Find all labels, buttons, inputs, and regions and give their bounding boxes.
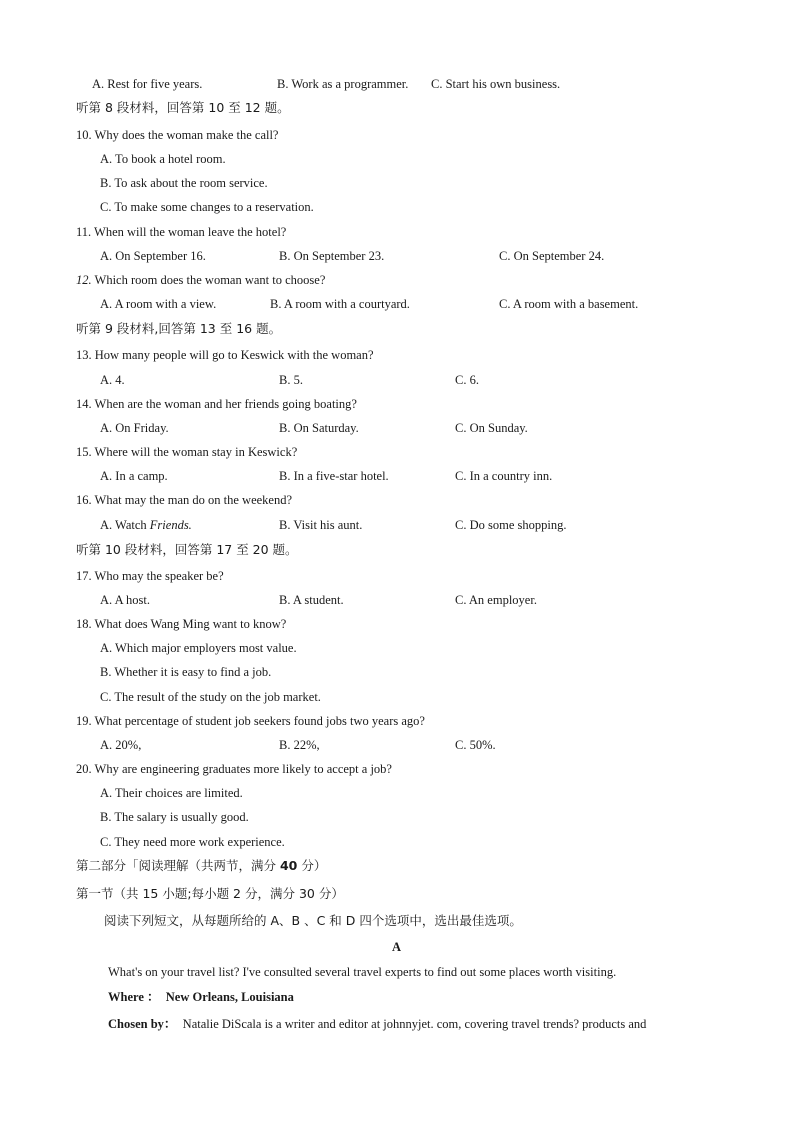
show-title: Friends.: [149, 518, 192, 532]
option-b: B. Work as a programmer.: [277, 77, 409, 91]
passage-letter: A: [392, 940, 402, 954]
option-b: B. On Saturday.: [279, 421, 359, 435]
option-c: C. They need more work experience.: [100, 835, 285, 849]
option-a: A. On September 16.: [100, 249, 206, 263]
section-heading-8: 听第 8 段材料，回答第 10 至 12 题。: [76, 100, 290, 115]
part-two-heading: [76, 858, 326, 874]
where-value: New Orleans, Louisiana: [165, 990, 294, 1004]
option-a: A. In a camp.: [100, 469, 168, 483]
option-c: C. Do some shopping.: [455, 518, 567, 532]
part-two-score: 40: [279, 858, 298, 873]
option-a: A. 20%,: [100, 738, 142, 752]
question-text: Which room does the woman want to choose?: [91, 273, 326, 287]
option-c: C. To make some changes to a reservation.: [100, 200, 314, 214]
option-c: C. In a country inn.: [455, 469, 553, 483]
chosen-by-line: [108, 1016, 646, 1032]
part-two-suffix: 分）: [297, 858, 327, 873]
option-a: A. Their choices are limited.: [100, 786, 243, 800]
option-c: C. Start his own business.: [431, 77, 561, 91]
option-a: A. A room with a view.: [100, 297, 217, 311]
option-a: [100, 517, 192, 533]
question-15: 15. Where will the woman stay in Keswick?: [76, 445, 298, 459]
option-c: C. The result of the study on the job market.: [100, 690, 321, 704]
section-one-heading: 第一节（共 15 小题;每小题 2 分，满分 30 分）: [76, 886, 344, 901]
option-b: B. To ask about the room service.: [100, 176, 268, 190]
option-b: B. Visit his aunt.: [279, 518, 363, 532]
section-heading-9: 听第 9 段材料,回答第 13 至 16 题。: [76, 321, 282, 336]
question-17: 17. Who may the speaker be?: [76, 569, 224, 583]
option-a: A. A host.: [100, 593, 151, 607]
where-label: Where ：: [108, 990, 160, 1004]
option-c: C. 50%.: [455, 738, 496, 752]
question-13: 13. How many people will go to Keswick with the woman?: [76, 348, 374, 362]
option-b: B. A student.: [279, 593, 344, 607]
option-c: C. 6.: [455, 373, 479, 387]
option-c: C. On September 24.: [499, 249, 605, 263]
chosen-label: Chosen by：: [108, 1017, 177, 1031]
option-c: C. A room with a basement.: [499, 297, 639, 311]
option-b: B. Whether it is easy to find a job.: [100, 665, 272, 679]
option-a: A. On Friday.: [100, 421, 169, 435]
option-b: B. The salary is usually good.: [100, 810, 249, 824]
section-heading-10: 听第 10 段材料，回答第 17 至 20 题。: [76, 542, 298, 557]
option-b: B. 5.: [279, 373, 303, 387]
part-two-prefix: 第二部分「阅读理解（共两节，满分: [76, 858, 280, 873]
option-c: C. An employer.: [455, 593, 537, 607]
option-a: A. To book a hotel room.: [100, 152, 226, 166]
question-11: 11. When will the woman leave the hotel?: [76, 225, 287, 239]
passage-intro: What's on your travel list? I've consulted several travel experts to find out some places worth visiting.: [108, 965, 617, 979]
option-prefix: A. Watch: [100, 518, 150, 532]
question-14: 14. When are the woman and her friends going boating?: [76, 397, 357, 411]
question-12: [76, 272, 325, 288]
option-b: B. 22%,: [279, 738, 320, 752]
where-line: [108, 989, 294, 1005]
chosen-value: Natalie DiScala is a writer and editor at johnnyjet. com, covering travel trends? products and: [182, 1017, 647, 1031]
question-10: 10. Why does the woman make the call?: [76, 128, 279, 142]
instruction: 阅读下列短文，从每题所给的 A、B 、C 和 D 四个选项中，选出最佳选项。: [104, 913, 522, 928]
option-b: B. A room with a courtyard.: [270, 297, 410, 311]
option-a: A. 4.: [100, 373, 125, 387]
question-20: 20. Why are engineering graduates more likely to accept a job?: [76, 762, 392, 776]
question-19: 19. What percentage of student job seekers found jobs two years ago?: [76, 714, 425, 728]
option-c: C. On Sunday.: [455, 421, 528, 435]
option-a: A. Rest for five years.: [92, 77, 203, 91]
option-b: B. On September 23.: [279, 249, 385, 263]
question-number: 12.: [76, 273, 92, 287]
option-a: A. Which major employers most value.: [100, 641, 297, 655]
option-b: B. In a five-star hotel.: [279, 469, 389, 483]
question-18: 18. What does Wang Ming want to know?: [76, 617, 287, 631]
question-16: 16. What may the man do on the weekend?: [76, 493, 293, 507]
